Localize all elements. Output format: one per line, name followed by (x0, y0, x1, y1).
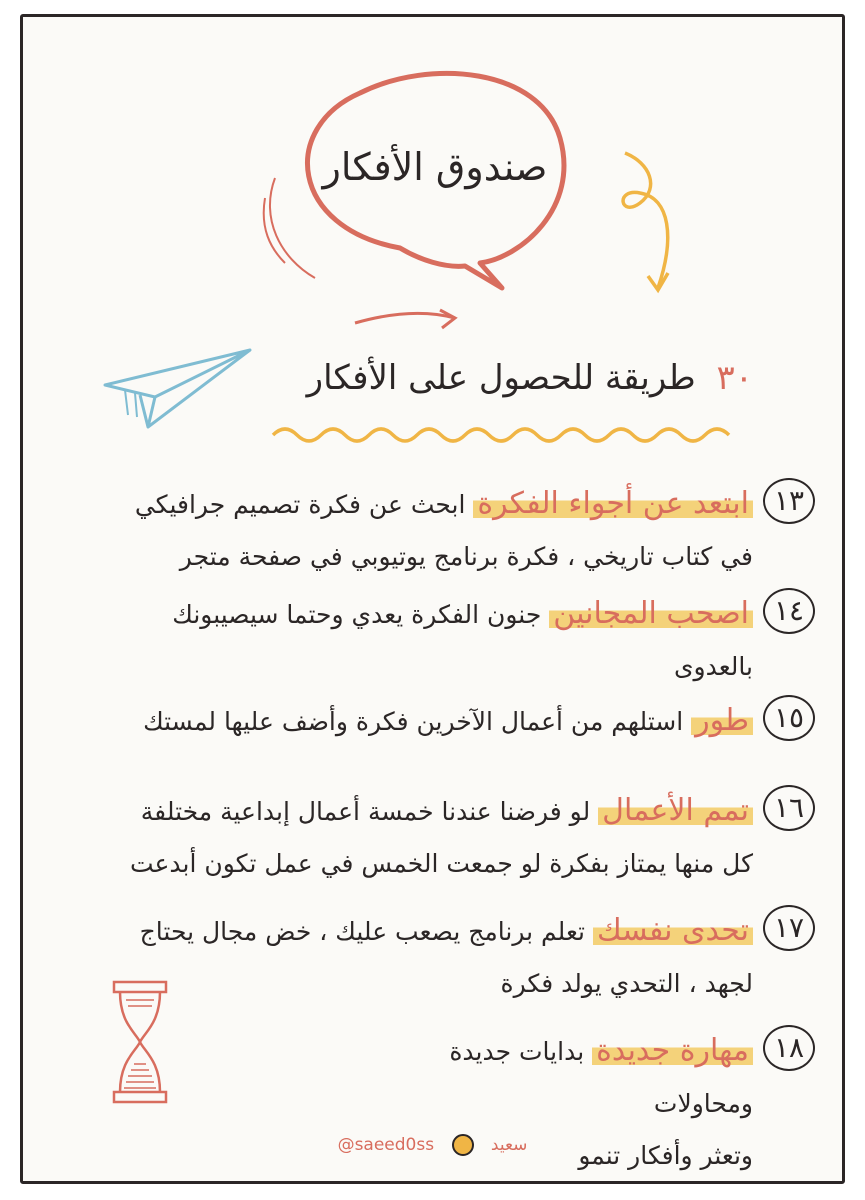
item-highlight: تحدى نفسك (593, 913, 753, 948)
item-number-badge: ١٤ (763, 588, 815, 634)
subtitle-number: ٣٠ (716, 358, 753, 398)
item-highlight: تمم الأعمال (598, 793, 753, 828)
wavy-divider (268, 420, 738, 450)
item-highlight: اصحب المجانين (549, 596, 753, 631)
speech-bubble-icon (240, 48, 700, 348)
list-item (75, 588, 815, 693)
smiley-icon (452, 1134, 474, 1156)
item-line1: ابحث عن فكرة تصميم جرافيكي (134, 490, 466, 519)
footer-name: سعيد (490, 1135, 528, 1155)
item-line1: لو فرضنا عندنا خمسة أعمال إبداعية مختلفة (140, 797, 591, 826)
list-item (75, 478, 815, 583)
item-line2: في كتاب تاريخي ، فكرة برنامج يوتيوبي في صفحة متجر (179, 542, 753, 571)
item-number-badge: ١٨ (763, 1025, 815, 1071)
list-item (75, 905, 815, 1010)
list-item (75, 695, 815, 748)
item-highlight: طور (691, 703, 753, 738)
item-line1: استلهم من أعمال الآخرين فكرة وأضف عليها لمستك (143, 707, 684, 736)
item-line2: كل منها يمتاز بفكرة لو جمعت الخمس في عمل تكون أبدعت (129, 849, 753, 878)
item-number-badge: ١٦ (763, 785, 815, 831)
footer-handle[interactable]: @saeed0ss (337, 1135, 435, 1155)
item-line2: لجهد ، التحدي يولد فكرة (500, 969, 753, 998)
item-number-badge: ١٣ (763, 478, 815, 524)
hourglass-icon (106, 978, 174, 1106)
item-line1: تعلم برنامج يصعب عليك ، خض مجال يحتاج (139, 917, 585, 946)
item-highlight: مهارة جديدة (592, 1033, 753, 1068)
footer (0, 1134, 865, 1156)
item-line1: جنون الفكرة يعدي وحتما سيصيبونك (172, 600, 542, 629)
page-title: صندوق الأفكار (322, 145, 548, 189)
item-number-badge: ١٧ (763, 905, 815, 951)
item-line2: وتعثر وأفكار تنمو (578, 1141, 753, 1170)
subtitle-text: طريقة للحصول على الأفكار (306, 358, 696, 398)
item-line1: بدايات جديدة ومحاولات (449, 1037, 753, 1118)
item-line2: بالعدوى (673, 652, 753, 681)
list-item (345, 1025, 815, 1182)
item-highlight: ابتعد عن أجواء الفكرة (473, 486, 753, 521)
list-item (75, 785, 815, 890)
paper-plane-icon (100, 345, 260, 435)
subtitle (307, 358, 753, 398)
item-number-badge: ١٥ (763, 695, 815, 741)
